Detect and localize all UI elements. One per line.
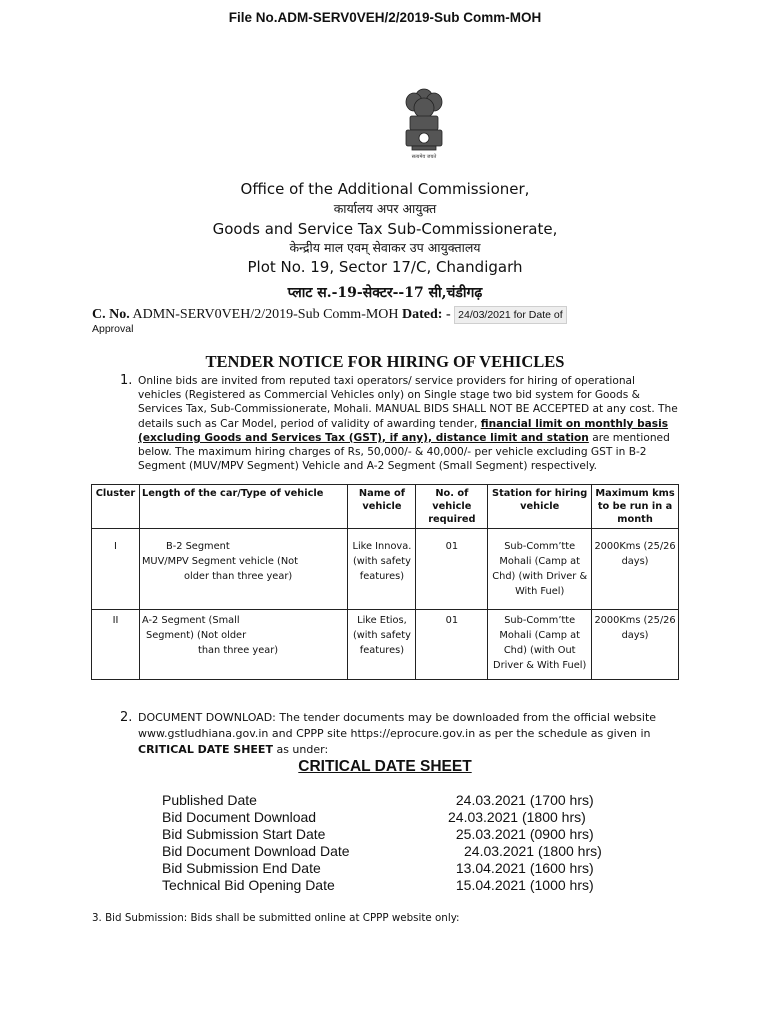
emblem-motto: सत्यमेव जयते	[411, 154, 437, 160]
car-type-line-3: than three year)	[197, 645, 279, 656]
para-2-text-b: as under:	[276, 743, 329, 756]
header-vehicle-count: No. of vehicle required	[416, 485, 488, 529]
cell-max-kms: 2000Kms (25/26 days)	[592, 610, 679, 680]
address-hindi: प्लाट स.-19-सेक्टर--17 सी,चंडीगढ़	[287, 285, 483, 301]
para-2-bold: CRITICAL DATE SHEET	[138, 743, 273, 756]
header-station: Station for hiring vehicle	[488, 485, 592, 529]
cno-value: ADMN-SERV0VEH/2/2019-Sub Comm-MOH	[132, 307, 399, 322]
office-title-hindi: कार्यालय अपर आयुक्त	[333, 201, 437, 216]
schedule-row	[162, 860, 642, 877]
cell-vehicle-count: 01	[416, 529, 488, 610]
para-2-number: 2.	[120, 710, 133, 725]
car-type-line-3: older than three year)	[183, 571, 293, 582]
schedule-row	[162, 809, 642, 826]
para-1-text-b: are mentioned below. The maximum hiring charges of Rs, 50,000/- & 40,000/- per vehicle excluding GST in B-2 Segment (MUV/MPV Segment) Vehicle and A-2 Segment (Small Segment) respectively.	[138, 431, 670, 473]
schedule-label: Bid Document Download Date	[162, 843, 350, 859]
ashoka-emblem-icon	[398, 86, 450, 162]
para-1-number: 1.	[120, 373, 133, 388]
office-title: Office of the Additional Commissioner,	[240, 180, 530, 198]
reference-line	[92, 306, 692, 324]
schedule-value: 24.03.2021 (1800 hrs)	[464, 843, 602, 859]
para-1-underlined: financial limit on monthly basis (excluding Goods and Services Tax (GST), if any), distance limit and station	[138, 417, 669, 444]
schedule-label: Bid Submission End Date	[162, 860, 321, 876]
para-1-text-a: Online bids are invited from reputed taxi operators/ service providers for hiring of operational vehicles (Registered as Commercial Vehicles only) on Single stage two bid system for Goods & Services Tax, Sub-Commissionerate, Mohali. MANUAL BIDS SHALL NOT BE ACCEPTED at any cost. The details such as Car Model, period of validity of awarding tender,	[138, 375, 678, 430]
table-row	[92, 610, 679, 680]
cell-station: Sub-Comm’tte Mohali (Camp at Chd) (with Out Driver & With Fuel)	[488, 610, 592, 680]
gst-title-hindi: केन्द्रीय माल एवम् सेवाकर उप आयुक्तालय	[289, 240, 481, 255]
paragraph-1	[120, 374, 680, 473]
car-type-line-2: Segment) (Not older	[145, 630, 247, 641]
cell-max-kms: 2000Kms (25/26 days)	[592, 529, 679, 610]
schedule-row	[162, 843, 642, 860]
cell-cluster: I	[92, 529, 140, 610]
schedule-row	[162, 826, 642, 843]
table-header-row	[92, 485, 679, 529]
cell-vehicle-count: 01	[416, 610, 488, 680]
schedule-label: Technical Bid Opening Date	[162, 877, 335, 893]
paragraph-2	[120, 710, 680, 758]
cell-car-type	[139, 610, 347, 680]
schedule-row	[162, 877, 642, 894]
schedule-label: Published Date	[162, 792, 257, 808]
schedule-value: 24.03.2021 (1800 hrs)	[448, 809, 586, 825]
tender-title: TENDER NOTICE FOR HIRING OF VEHICLES	[205, 352, 565, 371]
paragraph-3: 3. Bid Submission: Bids shall be submitted online at CPPP website only:	[92, 912, 460, 924]
schedule-value: 24.03.2021 (1700 hrs)	[452, 792, 594, 808]
cno-label: C. No.	[92, 307, 130, 322]
car-type-line-1: B-2 Segment	[165, 541, 230, 552]
table-row	[92, 529, 679, 610]
header-max-kms: Maximum kms to be run in a month	[592, 485, 679, 529]
cell-vehicle-name: Like Etios, (with safety features)	[348, 610, 416, 680]
critical-date-sheet-title: CRITICAL DATE SHEET	[298, 758, 472, 775]
schedule-value: 15.04.2021 (1000 hrs)	[452, 877, 594, 893]
cell-station: Sub-Comm’tte Mohali (Camp at Chd) (with Driver & With Fuel)	[488, 529, 592, 610]
dated-label: Dated: -	[402, 307, 451, 322]
schedule-label: Bid Submission Start Date	[162, 826, 326, 842]
approval-text: Approval	[92, 323, 134, 335]
schedule-value: 13.04.2021 (1600 hrs)	[452, 860, 594, 876]
address: Plot No. 19, Sector 17/C, Chandigarh	[247, 258, 523, 276]
header-car-type: Length of the car/Type of vehicle	[139, 485, 347, 529]
car-type-line-2: MUV/MPV Segment vehicle (Not	[141, 556, 298, 567]
cell-car-type	[139, 529, 347, 610]
header-cluster: Cluster	[92, 485, 140, 529]
para-2-text-a: DOCUMENT DOWNLOAD: The tender documents may be downloaded from the official website www.gstludhiana.gov.in and CPPP site https://eprocure.gov.in as per the schedule as given in	[138, 711, 657, 740]
schedule-label: Bid Document Download	[162, 809, 317, 825]
schedule-list	[162, 792, 642, 894]
vehicle-table	[91, 484, 679, 680]
schedule-value: 25.03.2021 (0900 hrs)	[452, 826, 594, 842]
gst-title: Goods and Service Tax Sub-Commissionerate,	[212, 220, 558, 238]
cell-cluster: II	[92, 610, 140, 680]
header-vehicle-name: Name of vehicle	[348, 485, 416, 529]
car-type-line-1: A-2 Segment (Small	[141, 615, 240, 626]
dated-value: 24/03/2021 for Date of	[454, 306, 567, 324]
schedule-row	[162, 792, 642, 809]
cell-vehicle-name: Like Innova. (with safety features)	[348, 529, 416, 610]
file-number: File No.ADM-SERV0VEH/2/2019-Sub Comm-MOH	[228, 10, 542, 25]
